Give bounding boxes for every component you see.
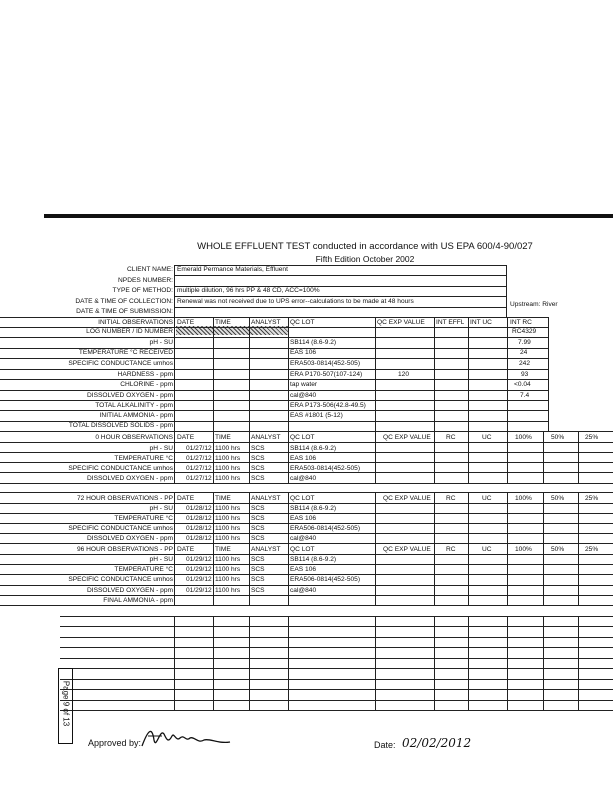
initial-row [0, 348, 613, 358]
grid-hline [0, 337, 548, 338]
grid-vline [543, 616, 544, 710]
section-label: 72 HOUR OBSERVATIONS - PP [77, 495, 173, 502]
analyst-cell: SCS [251, 465, 265, 472]
grid-hline [0, 605, 613, 606]
qc-lot-cell: EAS 106 [290, 566, 317, 573]
initial-header-qc-exp: QC EXP VALUE [377, 319, 425, 326]
grid-hline [174, 307, 506, 308]
grid-vline [288, 492, 289, 543]
grid-hline [0, 390, 548, 391]
grid-vline [434, 317, 435, 431]
initial-row [0, 411, 613, 421]
grid-vline [375, 317, 376, 431]
row-label: TEMPERATURE °C [114, 566, 173, 573]
grid-vline [468, 543, 469, 605]
collection-label: DATE & TIME OF COLLECTION: [75, 298, 173, 305]
npdes-label: NPDES NUMBER: [118, 277, 173, 284]
grid-hline [0, 595, 613, 596]
col-qc-exp: QC EXP VALUE [383, 546, 431, 553]
initial-row [0, 380, 613, 390]
rc-cell: RC4329 [512, 328, 537, 335]
analyst-cell: SCS [251, 445, 265, 452]
col-50: 50% [551, 434, 565, 441]
grid-vline [174, 317, 175, 431]
initial-header-date: DATE [177, 319, 195, 326]
grid-vline [249, 492, 250, 543]
col-qc-lot: QC LOT [290, 546, 315, 553]
col-analyst: ANALYST [251, 495, 281, 502]
qc-lot-cell: cal@840 [290, 392, 317, 399]
qc-lot-cell: cal@840 [290, 587, 317, 594]
collection-value: Renewal was not received due to UPS error--calculations to be made at 48 hours [177, 298, 414, 305]
date-cell: 01/29/12 [186, 566, 212, 573]
grid-hline [0, 348, 548, 349]
grid-hline [0, 533, 613, 534]
grid-vline [375, 431, 376, 483]
row-label: SPECIFIC CONDUCTANCE umhos [68, 465, 173, 472]
rc-cell: 7.4 [520, 392, 530, 399]
grid-hline [60, 700, 613, 701]
table-row [0, 575, 613, 585]
grid-hline [0, 503, 613, 504]
grid-vline [578, 492, 579, 543]
row-label: SPECIFIC CONDUCTANCE umhos [68, 360, 173, 367]
grid-hline [60, 616, 613, 617]
initial-header-int-rc: INT RC [510, 319, 532, 326]
initial-header-time: TIME [215, 319, 231, 326]
grid-hline [0, 513, 613, 514]
col-analyst: ANALYST [251, 546, 281, 553]
grid-vline [375, 492, 376, 543]
grid-hline [0, 585, 613, 586]
grid-vline [288, 317, 289, 431]
grid-vline [507, 317, 508, 431]
initial-header-int-effl: INT EFFL [436, 319, 465, 326]
qc-lot-cell: EAS #1801 (5-12) [290, 412, 343, 419]
row-label: pH - SU [149, 339, 173, 346]
initial-row [0, 359, 613, 369]
grid-vline [249, 616, 250, 710]
row-label: SPECIFIC CONDUCTANCE umhos [68, 576, 173, 583]
time-cell: 1100 hrs [215, 556, 241, 563]
analyst-cell: SCS [251, 475, 265, 482]
grid-vline [506, 265, 507, 317]
date-cell: 01/27/12 [186, 455, 212, 462]
col-rc: RC [446, 546, 456, 553]
time-cell: 1100 hrs [215, 475, 241, 482]
grid-vline [434, 492, 435, 543]
grid-vline [434, 543, 435, 605]
grid-hline [0, 431, 613, 432]
grid-vline [434, 616, 435, 710]
grid-vline [543, 431, 544, 483]
date-value: 02/02/2012 [402, 736, 472, 750]
grid-hline [60, 647, 613, 648]
initial-header-label: INITIAL OBSERVATIONS [98, 319, 173, 326]
grid-vline [468, 492, 469, 543]
grid-vline [507, 431, 508, 483]
grid-vline [578, 431, 579, 483]
client-label: CLIENT NAME: [126, 266, 173, 273]
grid-vline [174, 543, 175, 605]
row-label: TOTAL DISSOLVED SOLIDS - ppm [68, 422, 173, 429]
qc-lot-cell: EAS 106 [290, 515, 317, 522]
date-cell: 01/28/12 [186, 535, 212, 542]
initial-header-int-uc: INT UC [470, 319, 492, 326]
grid-vline [578, 543, 579, 605]
col-25: 25% [585, 434, 599, 441]
qc-lot-cell: SB114 (8.6-9.2) [290, 556, 337, 563]
grid-hline [60, 668, 613, 669]
col-analyst: ANALYST [251, 434, 281, 441]
info-row-method [0, 286, 613, 296]
grid-vline [249, 543, 250, 605]
row-label: INITIAL AMMONIA - ppm [99, 412, 173, 419]
grid-vline [288, 616, 289, 710]
page-number-box [58, 668, 73, 744]
grid-hline [174, 275, 506, 276]
grid-hline [0, 462, 613, 463]
upstream-label: Upstream: River [510, 301, 558, 308]
rc-cell: 7.99 [518, 339, 531, 346]
grid-vline [468, 431, 469, 483]
grid-vline [213, 431, 214, 483]
grid-vline [174, 616, 175, 710]
initial-row [0, 327, 613, 337]
date-cell: 01/29/12 [186, 576, 212, 583]
grid-vline [213, 492, 214, 543]
col-date: DATE [177, 495, 195, 502]
col-qc-exp: QC EXP VALUE [383, 495, 431, 502]
analyst-cell: SCS [251, 587, 265, 594]
col-rc: RC [446, 434, 456, 441]
row-label: DISSOLVED OXYGEN - ppm [87, 535, 173, 542]
qc-lot-cell: tap water [290, 381, 318, 388]
col-rc: RC [446, 495, 456, 502]
top-rule [44, 214, 613, 218]
col-uc: UC [482, 546, 492, 553]
analyst-cell: SCS [251, 525, 265, 532]
row-label: pH - SU [149, 445, 173, 452]
date-cell: 01/28/12 [186, 515, 212, 522]
grid-vline [578, 616, 579, 710]
col-100: 100% [515, 495, 532, 502]
grid-vline [213, 616, 214, 710]
grid-vline [434, 431, 435, 483]
grid-hline [0, 327, 548, 328]
analyst-cell: SCS [251, 515, 265, 522]
qc-lot-cell: ERA506-0814(452-505) [290, 576, 361, 583]
analyst-cell: SCS [251, 505, 265, 512]
grid-vline [548, 317, 549, 431]
col-50: 50% [551, 495, 565, 502]
grid-hline [0, 369, 548, 370]
time-cell: 1100 hrs [215, 566, 241, 573]
grid-hline [174, 296, 506, 297]
col-50: 50% [551, 546, 565, 553]
grid-hline [60, 626, 613, 627]
qc-lot-cell: ERA P173-506(42.8-49.5) [290, 402, 366, 409]
grid-hline [174, 265, 506, 266]
row-label: TEMPERATURE °C [114, 455, 173, 462]
col-qc-lot: QC LOT [290, 434, 315, 441]
date-cell: 01/27/12 [186, 445, 212, 452]
grid-vline [249, 431, 250, 483]
row-label: LOG NUMBER / ID NUMBER [86, 328, 173, 335]
row-label: TEMPERATURE °C [114, 515, 173, 522]
time-cell: 1100 hrs [215, 525, 241, 532]
time-cell: 1100 hrs [215, 455, 241, 462]
time-cell: 1100 hrs [215, 535, 241, 542]
grid-hline [0, 472, 613, 473]
time-cell: 1100 hrs [215, 465, 241, 472]
grid-vline [507, 616, 508, 710]
row-label: pH - SU [149, 505, 173, 512]
section-label: 0 HOUR OBSERVATIONS [95, 434, 173, 441]
row-label: TEMPERATURE °C RECEIVED [78, 349, 173, 356]
grid-hline [0, 543, 613, 544]
row-label: TOTAL ALKALINITY - ppm [95, 402, 173, 409]
rc-cell: 93 [521, 371, 529, 378]
info-row-client [0, 265, 613, 275]
qc-lot-cell: ERA503-0814(452-505) [290, 465, 361, 472]
approved-label: Approved by: [88, 738, 142, 748]
col-qc-exp: QC EXP VALUE [383, 434, 431, 441]
col-time: TIME [215, 495, 231, 502]
col-time: TIME [215, 434, 231, 441]
date-cell: 01/27/12 [186, 475, 212, 482]
grid-hline [60, 658, 613, 659]
time-cell: 1100 hrs [215, 505, 241, 512]
grid-vline [543, 543, 544, 605]
grid-vline [375, 616, 376, 710]
row-label: HARDNESS - ppm [117, 371, 173, 378]
col-qc-lot: QC LOT [290, 495, 315, 502]
date-cell: 01/29/12 [186, 556, 212, 563]
grid-hline [0, 379, 548, 380]
grid-hline [60, 637, 613, 638]
analyst-cell: SCS [251, 535, 265, 542]
row-label: DISSOLVED OXYGEN - ppm [87, 587, 173, 594]
time-cell: 1100 hrs [215, 587, 241, 594]
qc-lot-cell: cal@840 [290, 475, 317, 482]
info-row-submission [0, 307, 613, 317]
date-cell: 01/28/12 [186, 525, 212, 532]
qc-lot-cell: ERA506-0814(452-505) [290, 525, 361, 532]
date-cell: 01/29/12 [186, 587, 212, 594]
time-cell: 1100 hrs [215, 576, 241, 583]
grid-vline [468, 616, 469, 710]
rc-cell: <0.04 [514, 381, 531, 388]
grid-hline [0, 442, 613, 443]
col-time: TIME [215, 546, 231, 553]
grid-hline [0, 400, 548, 401]
grid-hline [0, 317, 548, 318]
grid-vline [174, 492, 175, 543]
grid-vline [468, 317, 469, 431]
time-cell: 1100 hrs [215, 445, 241, 452]
grid-vline [375, 543, 376, 605]
qc-lot-cell: EAS 106 [290, 349, 317, 356]
qc-lot-cell: ERA P170-507(107-124) [290, 371, 363, 378]
grid-vline [507, 543, 508, 605]
row-label: DISSOLVED OXYGEN - ppm [87, 475, 173, 482]
grid-hline [60, 679, 613, 680]
col-date: DATE [177, 546, 195, 553]
grid-vline [174, 431, 175, 483]
grid-vline [213, 543, 214, 605]
section-label: 96 HOUR OBSERVATIONS - PP [77, 546, 173, 553]
qc-lot-cell: ERA503-0814(452-505) [290, 360, 361, 367]
grid-hline [0, 483, 613, 484]
row-label: FINAL AMMONIA - ppm [103, 597, 173, 604]
qc-exp-cell: 120 [398, 371, 410, 378]
row-label: DISSOLVED OXYGEN - ppm [87, 392, 173, 399]
qc-lot-cell: EAS 106 [290, 455, 317, 462]
grid-vline [174, 265, 175, 317]
grid-vline [288, 431, 289, 483]
qc-lot-cell: SB114 (8.6-9.2) [290, 505, 337, 512]
grid-hline [0, 410, 548, 411]
col-100: 100% [515, 434, 532, 441]
grid-hline [0, 564, 613, 565]
grid-hline [0, 523, 613, 524]
grid-hline [0, 452, 613, 453]
grid-hline [174, 286, 506, 287]
document-subtitle: Fifth Edition October 2002 [315, 254, 415, 264]
grid-vline [249, 317, 250, 431]
method-label: TYPE OF METHOD: [112, 287, 173, 294]
col-25: 25% [585, 546, 599, 553]
method-value: multiple dilution, 96 hrs PP & 48 CD, ACC=100% [177, 287, 320, 294]
analyst-cell: SCS [251, 556, 265, 563]
row-label: pH - SU [149, 556, 173, 563]
date-label: Date: [374, 740, 396, 750]
client-value: Emerald Permance Materials, Effluent [177, 266, 288, 273]
row-label: SPECIFIC CONDUCTANCE umhos [68, 525, 173, 532]
initial-header-qc-lot: QC LOT [290, 319, 315, 326]
row-label: CHLORINE - ppm [120, 381, 173, 388]
date-cell: 01/28/12 [186, 505, 212, 512]
qc-lot-cell: SB114 (8.6-9.2) [290, 339, 337, 346]
signature [138, 722, 233, 757]
grid-vline [288, 543, 289, 605]
grid-vline [213, 317, 214, 431]
initial-row [0, 421, 613, 431]
analyst-cell: SCS [251, 576, 265, 583]
date-cell: 01/27/12 [186, 465, 212, 472]
analyst-cell: SCS [251, 455, 265, 462]
grid-hline [0, 421, 548, 422]
submission-label: DATE & TIME OF SUBMISSION: [76, 308, 173, 315]
document-title: WHOLE EFFLUENT TEST conducted in accordance with US EPA 600/4-90/027 [197, 241, 533, 252]
grid-hline [0, 554, 613, 555]
info-row-npdes [0, 276, 613, 286]
col-uc: UC [482, 495, 492, 502]
grid-hline [60, 710, 613, 711]
rc-cell: 242 [519, 360, 531, 367]
col-date: DATE [177, 434, 195, 441]
initial-header-analyst: ANALYST [251, 319, 281, 326]
grid-hline [0, 574, 613, 575]
grid-hline [0, 492, 613, 493]
grid-vline [507, 492, 508, 543]
rc-cell: 24 [520, 349, 528, 356]
col-uc: UC [482, 434, 492, 441]
qc-lot-cell: SB114 (8.6-9.2) [290, 445, 337, 452]
grid-vline [543, 492, 544, 543]
time-cell: 1100 hrs [215, 515, 241, 522]
qc-lot-cell: cal@840 [290, 535, 317, 542]
grid-hline [0, 358, 548, 359]
col-25: 25% [585, 495, 599, 502]
analyst-cell: SCS [251, 566, 265, 573]
page-number: Page 9 of 13 [61, 680, 71, 727]
initial-row [0, 338, 613, 348]
grid-hline [60, 689, 613, 690]
col-100: 100% [515, 546, 532, 553]
